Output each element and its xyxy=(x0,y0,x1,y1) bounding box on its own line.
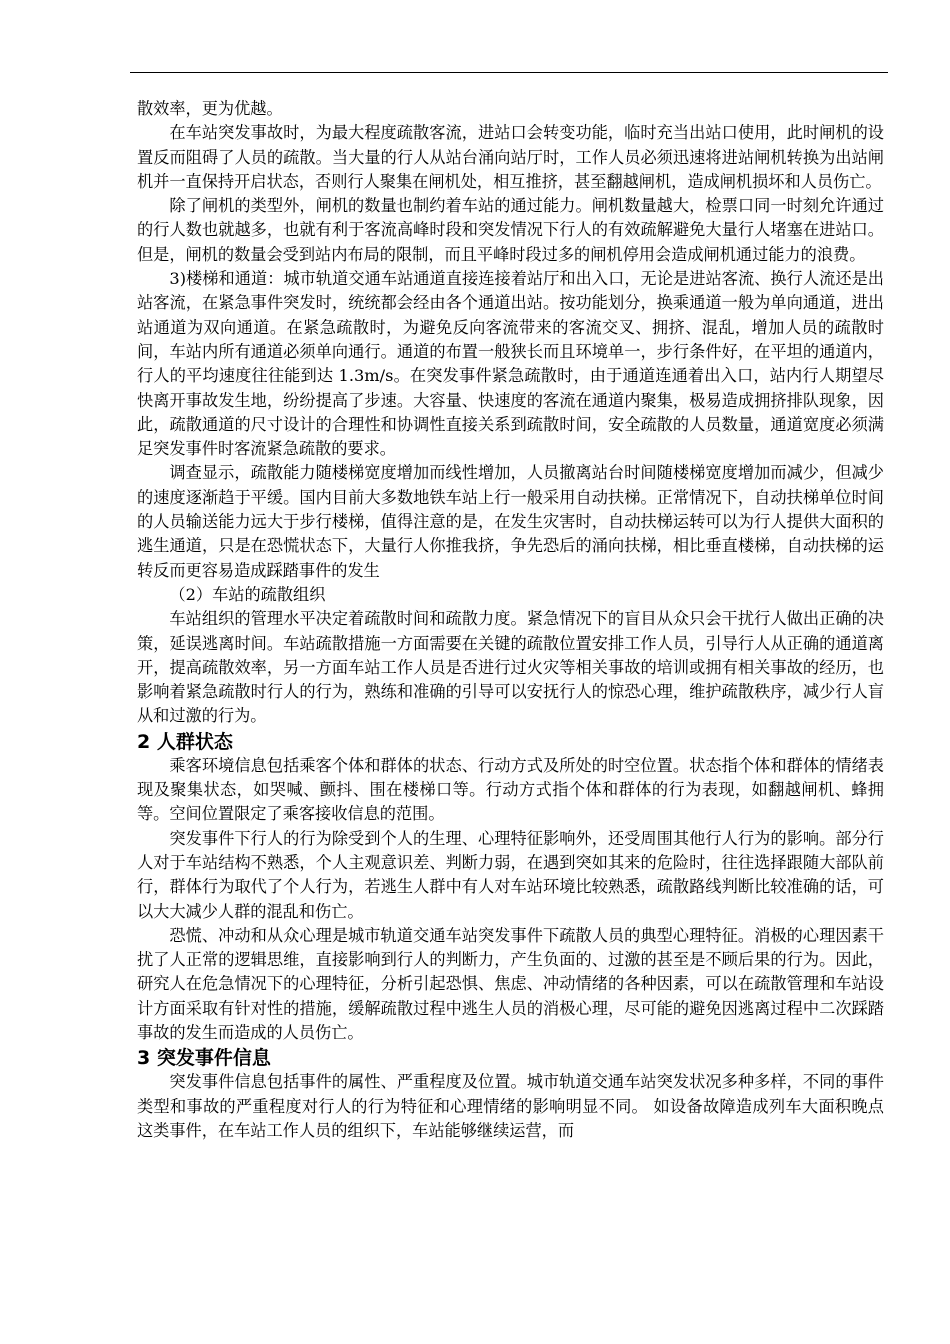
section-heading-incident-info: 3 突发事件信息 xyxy=(137,1047,271,1070)
paragraph-station-organization: 车站组织的管理水平决定着疏散时间和疏散力度。紧急情况下的盲目从众只会干扰行人做出正确的决策，延误逃离时间。车站疏散措施一方面需要在关键的疏散位置安排工作人员，引导行人从正确的通道离开，提高疏散效率，另一方面车站工作人员是否进行过火灾等相关事故的培训或拥有相关事故的经历，也影响着紧急疏散时行人的行为，熟练和准确的引导可以安抚行人的惊恐心理，维护疏散秩序，减少行人盲从和过激的行为。 xyxy=(137,609,884,726)
paragraph-incident-info: 突发事件信息包括事件的属性、严重程度及位置。城市轨道交通车站突发状况多种多样，不同的事件类型和事故的严重程度对行人的行为特征和心理情绪的影响明显不同。 如设备故障造成列车大面积晚点这类事件，在车站工作人员的组织下，车站能够继续运营，而 xyxy=(137,1072,884,1140)
paragraph-stairs-passages: 3)楼梯和通道：城市轨道交通车站通道直接连接着站厅和出入口，无论是进站客流、换行人流还是出站客流，在紧急事件突发时，统统都会经由各个通道出站。按功能划分，换乘通道一般为单向通道，进出站通道为双向通道。在紧急疏散时，为避免反向客流带来的客流交叉、拥挤、混乱，增加人员的疏散时间，车站内所有通道必须单向通行。通道的布置一般狭长而且环境单一，步行条件好，在平坦的通道内，行人的平均速度往往能到达 1.3m/s。在突发事件紧急疏散时，由于通道连通着出入口，站内行人期望尽快离开事故发生地，纷纷提高了步速。大容量、快速度的客流在通道内聚集，极易造成拥挤排队现象，因此，疏散通道的尺寸设计的合理性和协调性直接关系到疏散时间，安全疏散的人员数量，通道宽度必须满足突发事件时客流紧急疏散的要求。 xyxy=(137,269,884,459)
paragraph-gate-count: 除了闸机的类型外，闸机的数量也制约着车站的通过能力。闸机数量越大，检票口同一时刻允许通过的行人数也就越多，也就有利于客流高峰时段和突发情况下行人的有效疏解避免大量行人堵塞在进站口。但是，闸机的数量会受到站内布局的限制，而且平峰时段过多的闸机停用会造成闸机通过能力的浪费。 xyxy=(137,196,884,264)
subheading-evacuation-organization: （2）车站的疏散组织 xyxy=(169,584,326,604)
paragraph-continuation: 散效率，更为优越。 xyxy=(137,99,283,118)
paragraph-psychology: 恐慌、冲动和从众心理是城市轨道交通车站突发事件下疏散人员的典型心理特征。消极的心理因素干扰了人正常的逻辑思维，直接影响到行人的判断力，产生负面的、过激的甚至是不顾后果的行为。因此，研究人在危急情况下的心理特征，分析引起恐惧、焦虑、冲动情绪的各种因素，可以在疏散管理和车站设计方面采取有针对性的措施，缓解疏散过程中逃生人员的消极心理，尽可能的避免因逃离过程中二次踩踏事故的发生而造成的人员伤亡。 xyxy=(137,925,884,1042)
paragraph-passenger-info: 乘客环境信息包括乘客个体和群体的状态、行动方式及所处的时空位置。状态指个体和群体的情绪表现及聚集状态，如哭喊、颤抖、围在楼梯口等。行动方式指个体和群体的行为表现，如翻越闸机、蜂拥等。空间位置限定了乘客接收信息的范围。 xyxy=(137,755,884,824)
header-rule xyxy=(130,72,888,73)
paragraph-group-behavior: 突发事件下行人的行为除受到个人的生理、心理特征影响外，还受周围其他行人行为的影响。部分行人对于车站结构不熟悉，个人主观意识差、判断力弱，在遇到突如其来的危险时，往往选择跟随大部队前行，群体行为取代了个人行为，若逃生人群中有人对车站环境比较熟悉，疏散路线判断比较准确的话，可以大大减少人群的混乱和伤亡。 xyxy=(137,828,884,921)
paragraph-gate-function: 在车站突发事故时，为最大程度疏散客流，进站口会转变功能，临时充当出站口使用，此时闸机的设置反而阻碍了人员的疏散。当大量的行人从站台涌向站厅时，工作人员必须迅速将进站闸机转换为出站闸机并一直保持开启状态，否则行人聚集在闸机处，相互推挤，甚至翻越闸机，造成闸机损坏和人员伤亡。 xyxy=(137,123,884,191)
body-text xyxy=(137,97,884,1143)
section-heading-crowd-state: 2 人群状态 xyxy=(137,730,233,753)
paragraph-survey: 调查显示，疏散能力随楼梯宽度增加而线性增加，人员撤离站台时间随楼梯宽度增加而减少，但减少的速度逐渐趋于平缓。国内目前大多数地铁车站上行一般采用自动扶梯。正常情况下，自动扶梯单位时间的人员输送能力远大于步行楼梯，值得注意的是，在发生灾害时，自动扶梯运转可以为行人提供大面积的逃生通道，只是在恐慌状态下，大量行人你推我挤，争先恐后的涌向扶梯，相比垂直楼梯，自动扶梯的运转反而更容易造成踩踏事件的发生 xyxy=(137,463,884,580)
